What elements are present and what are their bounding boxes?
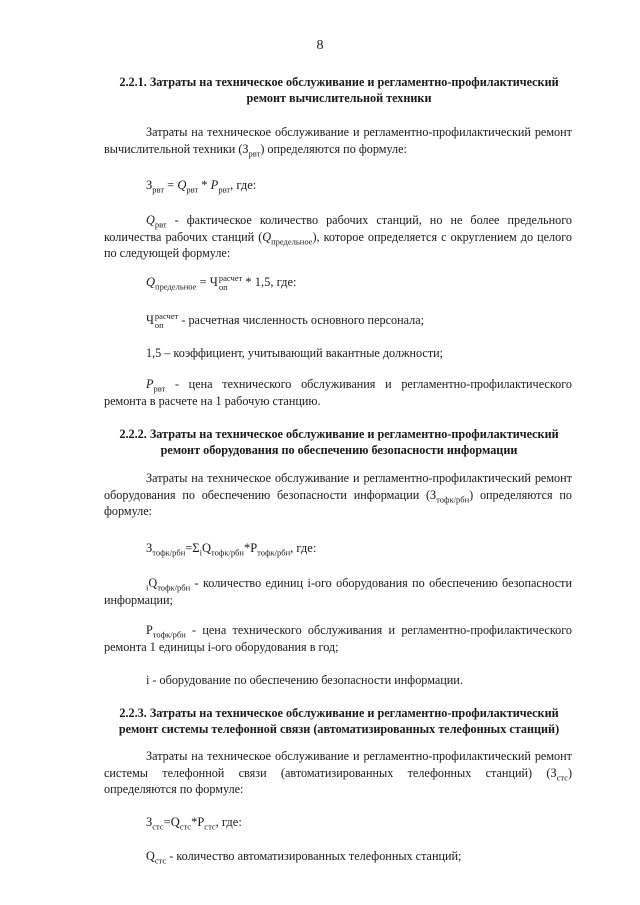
coefficient-definition: 1,5 – коэффициент, учитывающий вакантные должности;	[146, 346, 444, 360]
formula-eq: =	[164, 178, 178, 192]
p-tofk-definition	[104, 622, 572, 655]
p-symbol-sub: тофк/рбн	[152, 629, 186, 640]
ch-sub: оп	[154, 320, 164, 330]
formula-lhs-sub: рвт	[152, 184, 165, 195]
def-text: - количество единиц i-ого оборудования по обеспечению безопасности информации;	[104, 576, 572, 607]
heading-line-1: 2.2.1. Затраты на техническое обслуживание и регламентно-профилактический	[119, 75, 559, 89]
intro-text: Затраты на техническое обслуживание и регламентно-профилактический ремонт оборудования по обеспечению безопасности информации (З	[104, 471, 572, 502]
p-text: - цена технического обслуживания и регламентно-профилактического ремонта 1 единицы i-ого оборудования в год;	[104, 623, 572, 654]
intro-sub: стс	[556, 771, 568, 782]
intro-end: ) определяются по формуле:	[260, 141, 407, 156]
q-sts-definition	[146, 849, 461, 864]
ch-text: - расчетная численность основного персонала;	[178, 312, 424, 327]
formula2-ch-indices	[219, 274, 242, 292]
def-symbol-sub: рвт	[154, 219, 167, 230]
formula2-lhs-sub: предельное	[155, 281, 197, 292]
formula-eq: =Σ	[185, 541, 200, 555]
ch-definition	[146, 312, 424, 330]
formula-i-sub: i	[199, 547, 202, 558]
formula-tail: , где:	[230, 178, 257, 192]
ch-indices	[155, 312, 178, 330]
formula-tail: , где:	[215, 815, 242, 829]
heading-line-1: 2.2.2. Затраты на техническое обслуживание и регламентно-профилактический	[119, 427, 559, 441]
def-text-end: ), которое определяется с округлением до целого по следующей формуле:	[104, 229, 572, 260]
formula-p: P	[210, 178, 219, 192]
formula-lhs-sub: стс	[152, 821, 164, 832]
p-text: - цена технического обслуживания и регламентно-профилактического ремонта в расчете на 1 рабочую станцию.	[104, 377, 572, 408]
intro-sub: рвт	[248, 147, 261, 158]
ch-sup: расчет	[154, 311, 179, 321]
heading-line-2: ремонт системы телефонной связи (автоматизированных телефонных станций)	[118, 722, 560, 736]
formula-lhs: З	[146, 815, 153, 829]
p-symbol: Р	[146, 623, 153, 637]
formula-lhs-sub: тофк/рбн	[152, 547, 186, 558]
formula-lhs: З	[146, 178, 153, 192]
page-number: 8	[316, 38, 324, 53]
heading-line-2: ремонт вычислительной техники	[246, 91, 432, 105]
def-symbol-2: Q	[262, 229, 272, 244]
formula-mul: *Р	[191, 815, 205, 829]
formula-p-sub: рвт	[218, 184, 231, 195]
def-text: - количество автоматизированных телефонных станций;	[166, 849, 462, 863]
def-symbol: Q	[146, 849, 155, 863]
def-symbol-sub: стс	[154, 855, 167, 866]
formula-q: Q	[177, 178, 187, 192]
q-rvt-definition	[104, 212, 572, 262]
q-tofk-definition	[104, 575, 572, 608]
formula-q-sub: тофк/рбн	[210, 547, 244, 558]
def-symbol-2-sub: предельное	[271, 235, 313, 246]
section-2-2-2-intro	[104, 470, 572, 520]
intro-end: ) определяются по формуле:	[104, 487, 572, 518]
formula2-ch-sup: расчет	[218, 273, 243, 283]
def-symbol: Q	[148, 576, 158, 590]
formula-q: Q	[201, 541, 211, 555]
formula2-ch-sub: оп	[218, 282, 228, 292]
section-2-2-3-heading	[104, 705, 574, 737]
section-2-2-1-heading	[104, 74, 574, 106]
intro-text: Затраты на техническое обслуживание и регламентно-профилактический ремонт системы телефонной связи (автоматизированных телефонных станций) (З	[104, 749, 572, 780]
formula-p-sub: тофк/рбн	[257, 547, 291, 558]
formula-q-sub: рвт	[186, 184, 199, 195]
heading-line-2: ремонт оборудования по обеспечению безопасности информации	[160, 443, 518, 457]
ch-symbol: Ч	[146, 312, 154, 327]
formula-tail: , где:	[290, 541, 317, 555]
intro-end: ) определяются по формуле:	[104, 765, 572, 796]
formula-rvt	[146, 178, 256, 193]
formula-p-sub: стс	[204, 821, 216, 832]
formula-mul: *	[198, 178, 211, 192]
formula2-lhs: Q	[146, 274, 156, 289]
intro-sub: тофк/рбн	[436, 493, 470, 504]
formula2-eq: =	[196, 274, 210, 289]
def-symbol: Q	[146, 213, 155, 227]
formula2-ch: Ч	[209, 274, 218, 289]
section-2-2-1-intro	[104, 124, 572, 157]
i-definition: i - оборудование по обеспечению безопасности информации.	[146, 673, 463, 687]
section-2-2-3-intro	[104, 748, 572, 798]
def-text: - фактическое количество рабочих станций, но не более предельного количества рабочих станций (	[104, 213, 572, 244]
formula-q-limit	[146, 274, 296, 292]
formula-lhs: З	[146, 541, 153, 555]
section-2-2-2-heading	[104, 426, 574, 458]
formula-tofk	[146, 541, 316, 556]
heading-line-1: 2.2.3. Затраты на техническое обслуживание и регламентно-профилактический	[119, 706, 559, 720]
def-pre-sub: i	[146, 582, 149, 593]
intro-text: Затраты на техническое обслуживание и регламентно-профилактический ремонт вычислительной техники (З	[104, 125, 572, 156]
p-rvt-definition	[104, 376, 572, 409]
formula-mul: *Р	[243, 541, 258, 555]
formula-sts	[146, 815, 242, 830]
p-symbol-sub: рвт	[153, 383, 166, 394]
p-symbol: P	[146, 377, 154, 391]
formula2-tail: * 1,5, где:	[242, 274, 297, 289]
formula-eq: =Q	[163, 815, 180, 829]
formula-q-sub: стс	[179, 821, 192, 832]
def-symbol-sub: тофк/рбн	[157, 582, 191, 593]
